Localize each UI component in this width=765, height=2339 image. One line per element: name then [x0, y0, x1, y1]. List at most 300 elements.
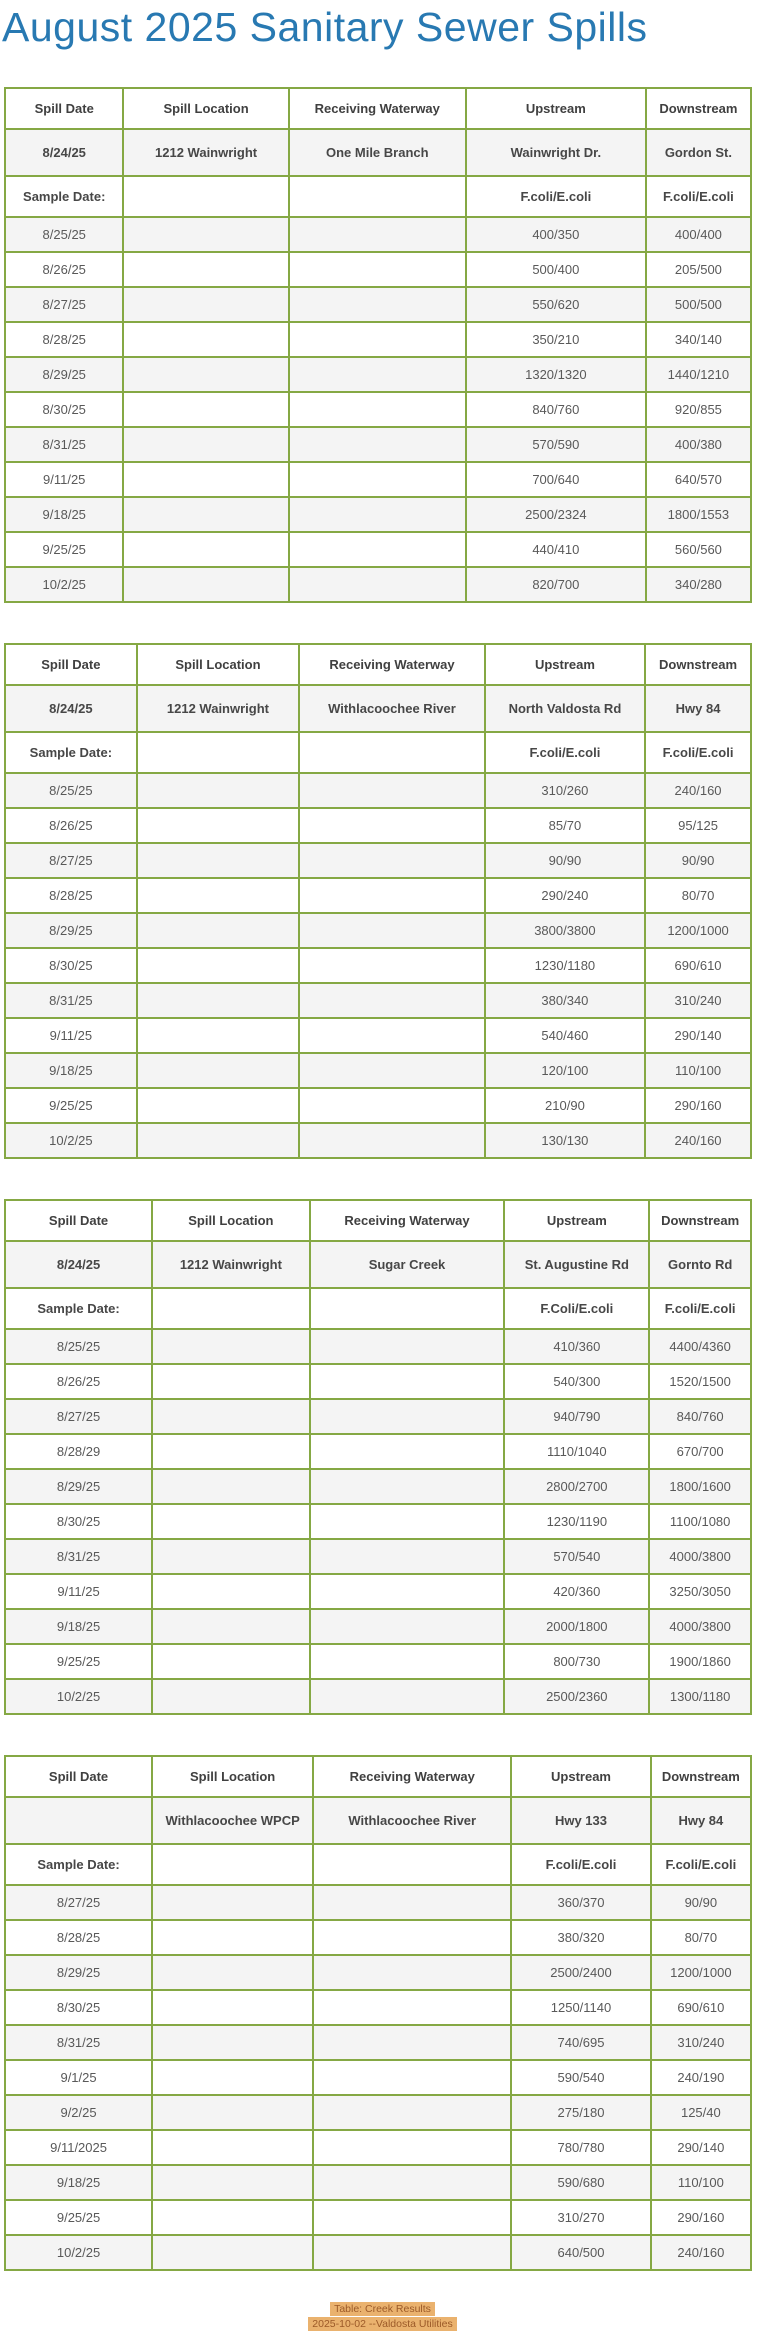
sample-result-cell: 9/25/25 — [5, 532, 123, 567]
sample-result-cell: 1300/1180 — [649, 1679, 751, 1714]
sample-result-row — [5, 2130, 751, 2165]
sample-result-cell: 240/160 — [645, 773, 751, 808]
sample-result-cell — [152, 1955, 313, 1990]
sample-result-cell: 9/18/25 — [5, 497, 123, 532]
column-header: Spill Date — [5, 644, 137, 685]
sample-result-cell: 8/27/25 — [5, 287, 123, 322]
sample-result-cell: 210/90 — [485, 1088, 645, 1123]
sample-result-cell — [152, 1679, 310, 1714]
sample-result-cell: 8/25/25 — [5, 773, 137, 808]
sample-result-cell: 8/27/25 — [5, 1399, 152, 1434]
spill-info-cell: 8/24/25 — [5, 1241, 152, 1288]
sample-result-cell: 1250/1140 — [511, 1990, 650, 2025]
sample-result-cell: 205/500 — [646, 252, 751, 287]
sample-result-cell — [299, 843, 485, 878]
sample-result-row — [5, 1053, 751, 1088]
sample-result-cell — [152, 2060, 313, 2095]
sample-result-cell — [299, 1018, 485, 1053]
spill-table-3 — [4, 1199, 752, 1715]
sample-result-cell: 310/240 — [651, 2025, 751, 2060]
sample-result-cell: 4000/3800 — [649, 1609, 751, 1644]
sample-result-cell — [310, 1574, 505, 1609]
sample-result-cell — [137, 948, 299, 983]
sample-result-cell — [299, 1088, 485, 1123]
sample-result-cell: 8/31/25 — [5, 1539, 152, 1574]
sample-result-cell — [313, 2130, 511, 2165]
sample-result-cell: 2000/1800 — [504, 1609, 649, 1644]
sample-date-cell: Sample Date: — [5, 732, 137, 773]
sample-result-cell — [313, 2165, 511, 2200]
sample-result-cell — [289, 567, 466, 602]
spill-info-row — [5, 1797, 751, 1844]
sample-result-cell — [289, 462, 466, 497]
sample-result-cell: 1900/1860 — [649, 1644, 751, 1679]
sample-result-cell — [289, 392, 466, 427]
sample-result-cell: 440/410 — [466, 532, 646, 567]
sample-result-row — [5, 1679, 751, 1714]
sample-result-cell: 275/180 — [511, 2095, 650, 2130]
sample-result-row — [5, 1399, 751, 1434]
sample-result-cell — [137, 1018, 299, 1053]
spill-info-cell: Hwy 133 — [511, 1797, 650, 1844]
sample-result-cell — [289, 497, 466, 532]
column-header-row — [5, 1200, 751, 1241]
column-header: Receiving Waterway — [310, 1200, 505, 1241]
sample-result-cell: 400/380 — [646, 427, 751, 462]
spill-info-cell: Withlacoochee River — [313, 1797, 511, 1844]
sample-result-cell: 8/25/25 — [5, 1329, 152, 1364]
sample-result-cell — [152, 1399, 310, 1434]
sample-result-cell — [152, 1539, 310, 1574]
sample-result-cell — [313, 2200, 511, 2235]
sample-result-row — [5, 1329, 751, 1364]
sample-result-cell — [123, 392, 288, 427]
sample-result-cell — [310, 1609, 505, 1644]
sample-result-cell: 8/28/25 — [5, 878, 137, 913]
sample-result-cell: 380/340 — [485, 983, 645, 1018]
sample-result-cell — [313, 2235, 511, 2270]
sample-result-cell — [152, 2095, 313, 2130]
sample-result-cell: 8/31/25 — [5, 983, 137, 1018]
column-header: Spill Date — [5, 1200, 152, 1241]
sample-date-cell — [137, 732, 299, 773]
sample-date-cell: F.coli/E.coli — [485, 732, 645, 773]
sample-result-row — [5, 1364, 751, 1399]
sample-result-cell: 4000/3800 — [649, 1539, 751, 1574]
sample-result-cell — [310, 1679, 505, 1714]
sample-result-cell: 290/140 — [645, 1018, 751, 1053]
sample-result-cell — [299, 808, 485, 843]
sample-result-row — [5, 252, 751, 287]
sample-result-cell — [123, 532, 288, 567]
sample-result-cell — [313, 1990, 511, 2025]
sample-result-cell: 690/610 — [651, 1990, 751, 2025]
sample-result-cell — [123, 427, 288, 462]
sample-result-cell — [313, 1920, 511, 1955]
sample-result-cell — [289, 427, 466, 462]
sample-result-cell: 8/30/25 — [5, 1504, 152, 1539]
sample-result-cell: 290/160 — [651, 2200, 751, 2235]
sample-result-cell — [289, 322, 466, 357]
column-header: Receiving Waterway — [299, 644, 485, 685]
sample-result-cell: 1110/1040 — [504, 1434, 649, 1469]
sample-result-row — [5, 392, 751, 427]
sample-result-cell: 410/360 — [504, 1329, 649, 1364]
sample-result-row — [5, 808, 751, 843]
sample-date-cell — [152, 1844, 313, 1885]
sample-result-cell: 125/40 — [651, 2095, 751, 2130]
spill-table-2 — [4, 643, 752, 1159]
sample-result-cell: 310/270 — [511, 2200, 650, 2235]
sample-result-cell: 2500/2400 — [511, 1955, 650, 1990]
sample-result-cell: 670/700 — [649, 1434, 751, 1469]
sample-result-cell — [123, 497, 288, 532]
sample-result-cell: 1320/1320 — [466, 357, 646, 392]
sample-result-cell: 690/610 — [645, 948, 751, 983]
sample-result-cell: 2500/2324 — [466, 497, 646, 532]
sample-result-cell: 9/25/25 — [5, 2200, 152, 2235]
sample-result-cell: 500/500 — [646, 287, 751, 322]
sample-result-cell: 8/26/25 — [5, 252, 123, 287]
sample-date-cell — [123, 176, 288, 217]
sample-result-cell — [310, 1399, 505, 1434]
sample-result-cell — [137, 1053, 299, 1088]
sample-result-cell: 9/11/25 — [5, 1574, 152, 1609]
sample-result-cell — [310, 1364, 505, 1399]
spill-info-cell: Withlacoochee River — [299, 685, 485, 732]
spill-info-cell: Sugar Creek — [310, 1241, 505, 1288]
sample-result-cell: 9/18/25 — [5, 2165, 152, 2200]
sample-result-cell — [123, 567, 288, 602]
sample-result-cell: 1520/1500 — [649, 1364, 751, 1399]
sample-result-row — [5, 1434, 751, 1469]
sample-result-cell — [289, 252, 466, 287]
sample-result-cell: 80/70 — [651, 1920, 751, 1955]
sample-result-row — [5, 2235, 751, 2270]
column-header: Receiving Waterway — [313, 1756, 511, 1797]
sample-result-cell — [152, 1644, 310, 1679]
sample-result-cell: 350/210 — [466, 322, 646, 357]
sample-result-cell — [299, 983, 485, 1018]
sample-result-row — [5, 1574, 751, 1609]
sample-result-cell: 90/90 — [485, 843, 645, 878]
sample-result-cell — [313, 1885, 511, 1920]
sample-result-cell — [310, 1434, 505, 1469]
spill-tables-container — [0, 87, 765, 2271]
sample-result-cell — [152, 1609, 310, 1644]
sample-result-cell — [299, 948, 485, 983]
sample-result-cell: 290/240 — [485, 878, 645, 913]
sample-result-cell: 3250/3050 — [649, 1574, 751, 1609]
column-header: Downstream — [651, 1756, 751, 1797]
sample-result-cell — [137, 1088, 299, 1123]
sample-result-row — [5, 1990, 751, 2025]
sample-result-cell: 310/260 — [485, 773, 645, 808]
sample-date-row — [5, 732, 751, 773]
sample-date-row — [5, 1844, 751, 1885]
sample-result-cell: 9/11/25 — [5, 462, 123, 497]
sample-result-cell: 360/370 — [511, 1885, 650, 1920]
sample-result-cell: 8/29/25 — [5, 1469, 152, 1504]
sample-date-cell: F.coli/E.coli — [511, 1844, 650, 1885]
sample-result-row — [5, 2025, 751, 2060]
sample-result-cell: 90/90 — [645, 843, 751, 878]
sample-result-cell: 840/760 — [466, 392, 646, 427]
sample-result-cell — [299, 878, 485, 913]
sample-result-cell: 560/560 — [646, 532, 751, 567]
column-header: Downstream — [645, 644, 751, 685]
sample-result-row — [5, 1885, 751, 1920]
sample-result-cell — [123, 357, 288, 392]
sample-result-cell: 110/100 — [645, 1053, 751, 1088]
sample-date-cell: Sample Date: — [5, 1844, 152, 1885]
sample-date-cell: F.coli/E.coli — [649, 1288, 751, 1329]
sample-result-cell — [310, 1469, 505, 1504]
column-header: Spill Date — [5, 1756, 152, 1797]
sample-result-cell — [137, 983, 299, 1018]
sample-result-cell: 10/2/25 — [5, 1123, 137, 1158]
sample-result-cell: 570/540 — [504, 1539, 649, 1574]
sample-result-row — [5, 1088, 751, 1123]
column-header: Upstream — [466, 88, 646, 129]
sample-result-cell: 700/640 — [466, 462, 646, 497]
sample-result-cell — [137, 773, 299, 808]
sample-result-cell: 8/29/25 — [5, 357, 123, 392]
spill-info-row — [5, 685, 751, 732]
sample-result-cell: 9/11/2025 — [5, 2130, 152, 2165]
spill-info-cell: Withlacoochee WPCP — [152, 1797, 313, 1844]
sample-result-cell: 500/400 — [466, 252, 646, 287]
sample-result-row — [5, 1469, 751, 1504]
sample-result-cell: 1440/1210 — [646, 357, 751, 392]
sample-result-cell: 10/2/25 — [5, 567, 123, 602]
column-header-row — [5, 1756, 751, 1797]
sample-result-cell: 1800/1600 — [649, 1469, 751, 1504]
sample-result-cell — [152, 1329, 310, 1364]
sample-result-cell: 8/26/25 — [5, 1364, 152, 1399]
spill-table-1 — [4, 87, 752, 603]
sample-result-cell — [310, 1329, 505, 1364]
sample-result-cell: 380/320 — [511, 1920, 650, 1955]
sample-result-cell: 95/125 — [645, 808, 751, 843]
column-header-row — [5, 88, 751, 129]
sample-date-cell: F.coli/E.coli — [646, 176, 751, 217]
sample-result-cell: 570/590 — [466, 427, 646, 462]
sample-result-cell: 80/70 — [645, 878, 751, 913]
sample-result-cell: 9/25/25 — [5, 1088, 137, 1123]
sample-date-row — [5, 1288, 751, 1329]
spill-info-cell: One Mile Branch — [289, 129, 466, 176]
sample-result-cell — [152, 1469, 310, 1504]
spill-info-row — [5, 1241, 751, 1288]
sample-result-cell — [152, 1920, 313, 1955]
sample-result-cell: 2500/2360 — [504, 1679, 649, 1714]
sample-result-cell — [289, 357, 466, 392]
sample-result-cell — [123, 252, 288, 287]
sample-result-cell — [310, 1504, 505, 1539]
sample-result-cell: 800/730 — [504, 1644, 649, 1679]
column-header: Spill Date — [5, 88, 123, 129]
sample-result-cell: 8/29/25 — [5, 913, 137, 948]
sample-result-cell: 590/680 — [511, 2165, 650, 2200]
sample-result-cell: 540/460 — [485, 1018, 645, 1053]
sample-result-cell: 8/30/25 — [5, 948, 137, 983]
column-header: Upstream — [511, 1756, 650, 1797]
sample-result-cell: 290/160 — [645, 1088, 751, 1123]
sample-result-cell — [123, 287, 288, 322]
sample-result-cell — [299, 1053, 485, 1088]
caption-credit: 2025-10-02 --Valdosta Utilities — [308, 2317, 456, 2331]
sample-result-cell: 8/27/25 — [5, 843, 137, 878]
sample-result-cell: 840/760 — [649, 1399, 751, 1434]
sample-result-row — [5, 2095, 751, 2130]
sample-result-row — [5, 983, 751, 1018]
sample-result-cell — [310, 1539, 505, 1574]
sample-result-row — [5, 567, 751, 602]
sample-result-cell — [152, 1434, 310, 1469]
sample-result-row — [5, 497, 751, 532]
sample-result-cell — [137, 1123, 299, 1158]
sample-result-cell: 8/25/25 — [5, 217, 123, 252]
sample-date-cell: F.coli/E.coli — [645, 732, 751, 773]
sample-result-row — [5, 357, 751, 392]
sample-result-row — [5, 1018, 751, 1053]
sample-result-row — [5, 462, 751, 497]
sample-result-cell: 9/18/25 — [5, 1609, 152, 1644]
sample-result-cell: 310/240 — [645, 983, 751, 1018]
sample-result-cell: 8/27/25 — [5, 1885, 152, 1920]
sample-result-cell — [152, 1364, 310, 1399]
sample-result-cell: 2800/2700 — [504, 1469, 649, 1504]
spill-info-cell — [5, 1797, 152, 1844]
spill-info-cell: Wainwright Dr. — [466, 129, 646, 176]
sample-result-cell — [289, 217, 466, 252]
sample-result-cell: 9/1/25 — [5, 2060, 152, 2095]
column-header: Spill Location — [123, 88, 288, 129]
sample-result-cell: 8/29/25 — [5, 1955, 152, 1990]
sample-result-row — [5, 1955, 751, 1990]
spill-info-cell: North Valdosta Rd — [485, 685, 645, 732]
spill-info-cell: Gornto Rd — [649, 1241, 751, 1288]
sample-result-cell — [137, 913, 299, 948]
spill-info-cell: Hwy 84 — [645, 685, 751, 732]
sample-result-cell: 340/140 — [646, 322, 751, 357]
sample-result-cell — [299, 1123, 485, 1158]
sample-result-cell — [137, 878, 299, 913]
sample-result-cell: 110/100 — [651, 2165, 751, 2200]
sample-date-cell — [152, 1288, 310, 1329]
sample-result-cell: 8/30/25 — [5, 392, 123, 427]
sample-result-cell — [152, 2165, 313, 2200]
sample-result-cell — [152, 1885, 313, 1920]
sample-result-cell: 740/695 — [511, 2025, 650, 2060]
sample-result-cell: 590/540 — [511, 2060, 650, 2095]
column-header: Downstream — [646, 88, 751, 129]
sample-result-row — [5, 1539, 751, 1574]
column-header: Spill Location — [137, 644, 299, 685]
table-caption — [0, 2301, 765, 2331]
sample-result-row — [5, 843, 751, 878]
column-header: Upstream — [485, 644, 645, 685]
sample-result-cell: 8/31/25 — [5, 427, 123, 462]
sample-result-cell — [313, 2025, 511, 2060]
column-header: Spill Location — [152, 1756, 313, 1797]
sample-result-cell: 9/2/25 — [5, 2095, 152, 2130]
sample-date-cell — [313, 1844, 511, 1885]
sample-result-cell — [289, 287, 466, 322]
sample-result-row — [5, 322, 751, 357]
spill-table-4 — [4, 1755, 752, 2271]
sample-result-cell: 8/30/25 — [5, 1990, 152, 2025]
sample-result-cell — [152, 2235, 313, 2270]
sample-date-row — [5, 176, 751, 217]
sample-result-cell: 820/700 — [466, 567, 646, 602]
sample-date-cell: Sample Date: — [5, 176, 123, 217]
sample-result-cell — [152, 1990, 313, 2025]
sample-result-cell: 10/2/25 — [5, 2235, 152, 2270]
sample-result-cell — [123, 462, 288, 497]
sample-result-cell: 9/25/25 — [5, 1644, 152, 1679]
sample-date-cell — [299, 732, 485, 773]
sample-result-cell — [299, 913, 485, 948]
sample-result-cell: 8/28/25 — [5, 322, 123, 357]
sample-result-row — [5, 2200, 751, 2235]
sample-date-cell — [289, 176, 466, 217]
sample-result-cell: 290/140 — [651, 2130, 751, 2165]
spill-info-cell: 1212 Wainwright — [123, 129, 288, 176]
spill-info-row — [5, 129, 751, 176]
sample-result-cell: 1230/1180 — [485, 948, 645, 983]
sample-result-cell: 4400/4360 — [649, 1329, 751, 1364]
sample-result-cell: 420/360 — [504, 1574, 649, 1609]
sample-result-row — [5, 532, 751, 567]
sample-result-cell — [152, 2025, 313, 2060]
sample-result-cell: 85/70 — [485, 808, 645, 843]
sample-result-cell: 920/855 — [646, 392, 751, 427]
sample-result-cell: 550/620 — [466, 287, 646, 322]
sample-result-cell — [313, 1955, 511, 1990]
column-header: Upstream — [504, 1200, 649, 1241]
sample-result-row — [5, 287, 751, 322]
caption-title: Table: Creek Results — [330, 2302, 435, 2316]
sample-result-cell: 120/100 — [485, 1053, 645, 1088]
sample-result-row — [5, 948, 751, 983]
sample-result-cell: 1200/1000 — [651, 1955, 751, 1990]
sample-result-row — [5, 1609, 751, 1644]
sample-date-cell: F.coli/E.coli — [466, 176, 646, 217]
sample-result-row — [5, 2165, 751, 2200]
sample-result-cell: 130/130 — [485, 1123, 645, 1158]
sample-result-cell — [152, 2130, 313, 2165]
sample-result-cell: 3800/3800 — [485, 913, 645, 948]
spill-info-cell: 8/24/25 — [5, 685, 137, 732]
sample-result-cell — [313, 2060, 511, 2095]
sample-result-cell: 780/780 — [511, 2130, 650, 2165]
sample-result-cell — [313, 2095, 511, 2130]
sample-result-cell: 1100/1080 — [649, 1504, 751, 1539]
sample-result-cell — [137, 808, 299, 843]
sample-result-cell: 640/570 — [646, 462, 751, 497]
sample-result-row — [5, 773, 751, 808]
column-header-row — [5, 644, 751, 685]
sample-date-cell: Sample Date: — [5, 1288, 152, 1329]
sample-result-cell — [123, 322, 288, 357]
sample-result-cell: 8/28/25 — [5, 1920, 152, 1955]
sample-result-cell: 340/280 — [646, 567, 751, 602]
sample-result-cell: 940/790 — [504, 1399, 649, 1434]
column-header: Spill Location — [152, 1200, 310, 1241]
sample-result-cell: 240/190 — [651, 2060, 751, 2095]
